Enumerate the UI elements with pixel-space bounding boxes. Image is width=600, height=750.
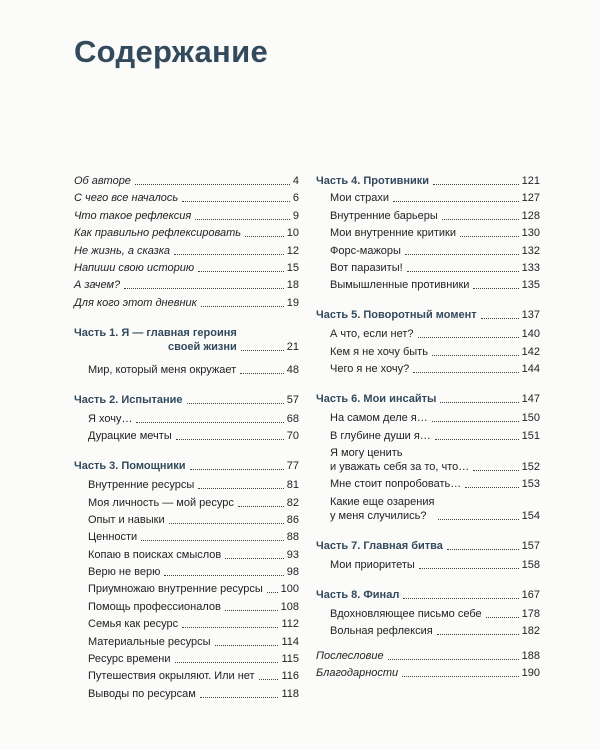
toc-entry-title: А что, если нет? (330, 328, 414, 341)
toc-entry-title: Опыт и навыки (88, 513, 165, 526)
toc-entry[interactable] (316, 191, 540, 205)
toc-entry-title: Вымышленные противники (330, 279, 470, 292)
toc-page-number: 132 (521, 244, 540, 257)
toc-entry-title: Часть 4. Противники (316, 175, 430, 187)
toc-page-number: 137 (521, 309, 540, 322)
toc-entry[interactable] (74, 669, 299, 683)
toc-entry[interactable] (74, 635, 299, 649)
toc-page-number: 188 (521, 650, 540, 663)
dot-leader (438, 519, 518, 520)
toc-part-heading[interactable] (316, 588, 540, 602)
dot-leader (141, 540, 284, 541)
toc-entry[interactable] (74, 496, 299, 510)
toc-entry-title: Мои внутренние критики (330, 227, 456, 240)
toc-page-number: 147 (521, 393, 540, 406)
toc-page-number: 68 (286, 412, 299, 425)
toc-entry-title: Внутренние барьеры (330, 209, 438, 222)
toc-entry-title: Для кого этот дневник (74, 296, 197, 309)
dot-leader (432, 355, 519, 356)
toc-entry[interactable] (316, 558, 540, 572)
page-title: Содержание (74, 34, 268, 69)
toc-entry-title: А зачем? (74, 279, 121, 292)
toc-entry[interactable] (74, 565, 299, 579)
toc-entry[interactable] (316, 607, 540, 621)
toc-page-number: 127 (521, 192, 540, 205)
toc-entry-title: Материальные ресурсы (88, 635, 211, 648)
dot-leader (432, 421, 519, 422)
dot-leader (419, 568, 519, 569)
dot-leader (176, 439, 284, 440)
toc-entry[interactable] (74, 652, 299, 666)
toc-page-number: 130 (521, 227, 540, 240)
toc-page-number: 116 (281, 670, 299, 683)
dot-leader (124, 288, 284, 289)
toc-entry-title: Форс-мажоры (330, 244, 401, 257)
toc-entry-title: Часть 8. Финал (316, 588, 400, 601)
dot-leader (481, 318, 519, 319)
dot-leader (413, 372, 518, 373)
toc-entry-title: Часть 2. Испытание (74, 393, 183, 406)
dot-leader (135, 184, 290, 185)
toc-entry-title: Я могу ценить и уважать себя за то, что… (330, 446, 470, 473)
toc-page-number: 152 (521, 460, 540, 473)
toc-entry[interactable] (74, 429, 299, 443)
toc-entry[interactable] (74, 209, 299, 223)
toc-entry-title: Чего я не хочу? (330, 363, 410, 376)
toc-entry-title: На самом деле я… (330, 412, 428, 425)
toc-page-number: 82 (286, 496, 299, 509)
dot-leader (460, 236, 519, 237)
toc-entry[interactable] (74, 261, 299, 275)
toc-part-heading[interactable] (316, 308, 540, 322)
toc-entry-title: Что такое рефлексия (74, 209, 192, 222)
toc-page-number: 115 (281, 653, 299, 666)
dot-leader (473, 288, 518, 289)
toc-part-heading[interactable] (316, 539, 540, 553)
toc-entry-title: Приумножаю внутренние ресурсы (88, 583, 263, 596)
toc-entry[interactable] (316, 649, 540, 663)
toc-entry-title: Кем я не хочу быть (330, 345, 428, 358)
dot-leader (225, 558, 284, 559)
dot-leader (447, 549, 519, 550)
toc-entry-title: Благодарности (316, 667, 399, 680)
toc-right-column (316, 174, 540, 684)
dot-leader (198, 488, 283, 489)
toc-entry[interactable] (74, 244, 299, 258)
toc-entry-title: Не жизнь, а сказка (74, 244, 171, 257)
toc-entry[interactable] (316, 209, 540, 223)
dot-leader (433, 184, 519, 185)
toc-left-column (74, 174, 299, 704)
toc-page-number: 86 (286, 513, 299, 526)
toc-page-number: 6 (292, 192, 299, 205)
dot-leader (201, 306, 284, 307)
toc-entry-title: Напиши свою историю (74, 261, 195, 274)
toc-entry[interactable] (74, 513, 299, 527)
toc-entry[interactable] (74, 617, 299, 631)
toc-entry-title: Моя личность — мой ресурс (88, 496, 234, 509)
toc-page-number: 10 (286, 227, 299, 240)
toc-entry[interactable] (316, 244, 540, 258)
toc-entry-title: Как правильно рефлексировать (74, 227, 242, 240)
toc-entry[interactable] (316, 477, 540, 491)
toc-entry-title: Семья как ресурс (88, 618, 179, 631)
toc-page-number: 70 (286, 430, 299, 443)
toc-page-number: 4 (292, 175, 299, 187)
toc-entry-title: Вдохновляющее письмо себе (330, 607, 482, 620)
toc-page-number: 144 (521, 363, 540, 376)
toc-entry-title: Мои приоритеты (330, 558, 415, 571)
toc-entry-title: Часть 5. Поворотный момент (316, 309, 477, 322)
dot-leader (393, 201, 519, 202)
toc-page-number: 93 (286, 548, 299, 561)
toc-entry-title: Часть 7. Главная битва (316, 539, 443, 552)
toc-entry[interactable] (74, 530, 299, 544)
toc-entry-title: Ресурс времени (88, 653, 171, 666)
toc-page-number: 100 (280, 583, 299, 596)
dot-leader (198, 271, 284, 272)
toc-part-heading[interactable] (74, 326, 299, 354)
dot-leader (245, 236, 284, 237)
dot-leader (402, 676, 518, 677)
toc-page-number: 19 (286, 296, 299, 309)
toc-entry-title: Мои страхи (330, 192, 390, 205)
toc-page-number: 21 (286, 340, 299, 353)
toc-entry-title: Копаю в поисках смыслов (88, 548, 222, 561)
toc-entry-title: Вольная рефлексия (330, 625, 433, 638)
toc-page-number: 88 (286, 531, 299, 544)
toc-page-number: 118 (281, 687, 299, 700)
toc-page-number: 133 (521, 261, 540, 274)
toc-part-heading[interactable] (316, 174, 540, 188)
toc-page-number: 128 (521, 209, 540, 222)
toc-page-number: 81 (286, 479, 299, 492)
dot-leader (169, 523, 284, 524)
toc-entry-title: Вот паразиты! (330, 261, 403, 274)
toc-page-number: 48 (286, 363, 299, 376)
dot-leader (418, 337, 519, 338)
toc-page-number: 135 (521, 279, 540, 292)
dot-leader (195, 219, 290, 220)
dot-leader (225, 610, 278, 611)
toc-page-number: 112 (281, 618, 299, 631)
toc-page-number: 153 (521, 478, 540, 491)
toc-entry[interactable] (74, 191, 299, 205)
toc-page-number: 98 (286, 566, 299, 579)
toc-part-heading[interactable] (74, 393, 299, 407)
toc-page-number: 182 (521, 625, 540, 638)
dot-leader (175, 662, 279, 663)
toc-page-number: 114 (281, 635, 299, 648)
toc-entry-title: С чего все началось (74, 192, 179, 205)
toc-entry-title: Помощь профессионалов (88, 600, 221, 613)
toc-page-number: 140 (521, 328, 540, 341)
toc-entry-title: Путешествия окрыляют. Или нет (88, 670, 255, 683)
toc-page-number: 150 (521, 412, 540, 425)
toc-entry[interactable] (316, 226, 540, 240)
toc-page-number: 178 (521, 607, 540, 620)
dot-leader (164, 575, 283, 576)
toc-entry[interactable] (316, 446, 540, 474)
toc-entry[interactable] (74, 687, 299, 701)
dot-leader (200, 697, 279, 698)
toc-entry-title: Ценности (88, 531, 138, 544)
toc-entry[interactable] (74, 548, 299, 562)
toc-entry-title: Выводы по ресурсам (88, 687, 196, 700)
toc-entry[interactable] (316, 624, 540, 638)
toc-page-number: 108 (280, 600, 299, 613)
toc-entry[interactable] (316, 327, 540, 341)
toc-entry[interactable] (316, 666, 540, 680)
toc-page-number: 151 (521, 429, 540, 442)
toc-entry-title: Об авторе (74, 175, 131, 187)
toc-entry[interactable] (316, 411, 540, 425)
dot-leader (182, 201, 290, 202)
toc-part-heading[interactable] (316, 392, 540, 406)
dot-leader (174, 254, 284, 255)
toc-entry[interactable] (316, 429, 540, 443)
dot-leader (442, 219, 519, 220)
toc-page-number: 158 (521, 558, 540, 571)
toc-entry-title: Мне стоит попробовать… (330, 478, 462, 491)
toc-entry[interactable] (316, 362, 540, 376)
toc-entry-title: Дурацкие мечты (88, 430, 172, 443)
toc-entry[interactable] (74, 226, 299, 240)
dot-leader (259, 679, 279, 680)
dot-leader (465, 487, 518, 488)
toc-entry[interactable] (74, 600, 299, 614)
dot-leader (190, 469, 284, 470)
toc-page-number: 9 (292, 209, 299, 222)
dot-leader (473, 470, 518, 471)
toc-page-number: 12 (286, 244, 299, 257)
dot-leader (267, 592, 278, 593)
dot-leader (238, 506, 284, 507)
dot-leader (215, 645, 279, 646)
dot-leader (405, 254, 519, 255)
dot-leader (486, 617, 519, 618)
dot-leader (435, 439, 519, 440)
dot-leader (187, 403, 284, 404)
toc-page-number: 121 (521, 175, 540, 187)
toc-entry[interactable] (316, 278, 540, 292)
toc-entry[interactable] (74, 478, 299, 492)
toc-entry-title: Часть 3. Помощники (74, 460, 186, 473)
toc-entry[interactable] (74, 363, 299, 377)
toc-entry[interactable] (74, 278, 299, 292)
toc-entry[interactable] (74, 412, 299, 426)
toc-entry-title: Часть 6. Мои инсайты (316, 393, 437, 406)
toc-entry[interactable] (316, 261, 540, 275)
toc-page-number: 15 (286, 261, 299, 274)
toc-page-number: 154 (521, 509, 540, 522)
toc-entry-title: В глубине души я… (330, 429, 431, 442)
toc-entry-title: Верю не верю (88, 566, 161, 579)
toc-page-number: 18 (286, 279, 299, 292)
dot-leader (182, 627, 278, 628)
toc-page-number: 157 (521, 539, 540, 552)
dot-leader (388, 659, 519, 660)
toc-page-number: 167 (521, 588, 540, 601)
dot-leader (136, 422, 283, 423)
toc-entry-title: Какие еще озарения у меня случились? (330, 495, 435, 522)
toc-entry[interactable] (316, 495, 540, 523)
dot-leader (241, 350, 284, 351)
toc-part-heading[interactable] (74, 459, 299, 473)
toc-entry-title: Часть 1. Я — главная героиня своей жизни (74, 326, 237, 353)
toc-entry[interactable] (316, 345, 540, 359)
dot-leader (240, 373, 284, 374)
toc-page-number: 190 (521, 667, 540, 680)
toc-entry-title: Послесловие (316, 650, 384, 663)
toc-entry[interactable] (74, 582, 299, 596)
toc-page-number: 142 (521, 345, 540, 358)
dot-leader (407, 271, 519, 272)
dot-leader (437, 634, 519, 635)
toc-entry-title: Внутренние ресурсы (88, 479, 195, 492)
toc-page-number: 77 (286, 460, 299, 473)
toc-entry-title: Мир, который меня окружает (88, 363, 237, 376)
dot-leader (440, 402, 518, 403)
dot-leader (403, 598, 518, 599)
toc-entry[interactable] (74, 296, 299, 310)
toc-entry-title: Я хочу… (88, 412, 133, 425)
toc-entry[interactable] (74, 174, 299, 188)
toc-page-number: 57 (286, 393, 299, 406)
